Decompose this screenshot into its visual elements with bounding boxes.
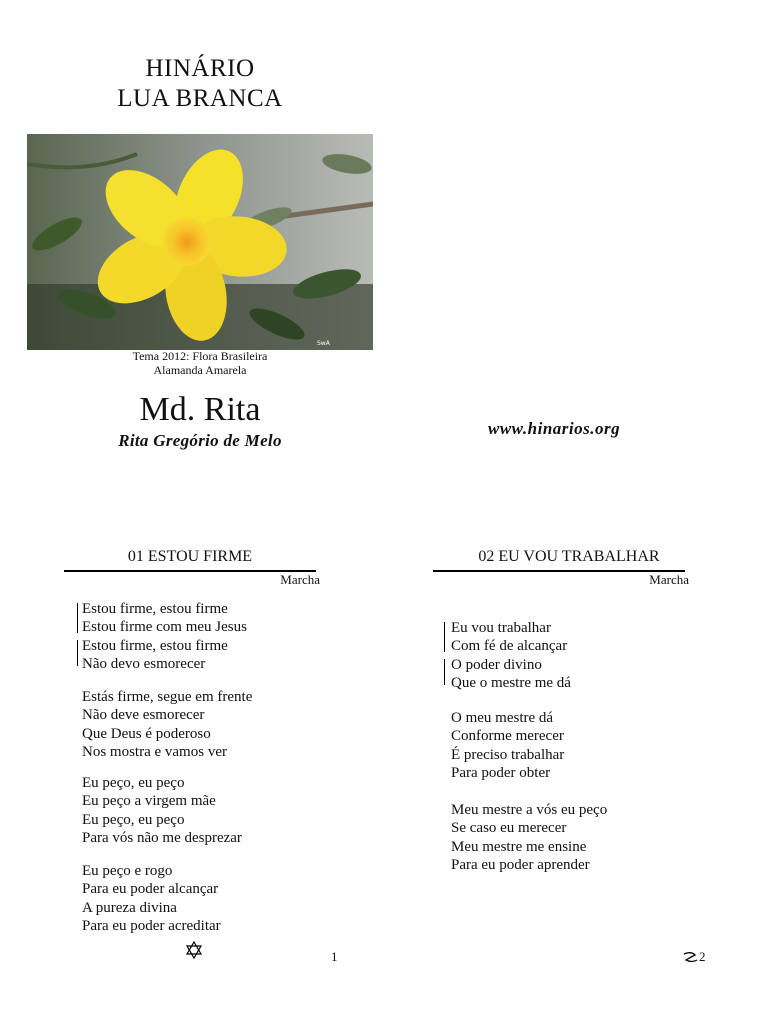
verse-line: Para poder obter <box>451 764 551 781</box>
verse-line: Para vós não me desprezar <box>82 829 242 846</box>
verse-line: Nos mostra e vamos ver <box>82 743 227 760</box>
author-full-name: Rita Gregório de Melo <box>118 431 282 450</box>
verse-line: O meu mestre dá <box>451 710 554 726</box>
verse-line: O poder divino <box>451 656 542 673</box>
photo-caption-line2: Alamanda Amarela <box>153 363 247 377</box>
hymn-2-stanza-3 <box>451 801 607 874</box>
verse-line: A pureza divina <box>82 899 177 916</box>
verse-line: Meu mestre a vós eu peço <box>451 802 608 818</box>
hymn-1-title: 01 ESTOU FIRME <box>127 548 253 565</box>
verse-line: Eu peço, eu peço <box>82 775 185 791</box>
verse-line: Não devo esmorecer <box>82 655 206 672</box>
verse-line: Para eu poder acreditar <box>82 917 221 934</box>
verse-line: É preciso trabalhar <box>451 746 565 763</box>
verse-line: Conforme merecer <box>451 728 564 745</box>
verse-line: Estás firme, segue em frente <box>82 689 253 705</box>
hymn-1-stanza-2 <box>82 688 252 761</box>
hymn-2-stanza-2 <box>451 709 564 782</box>
hymn-2-title: 02 EU VOU TRABALHAR <box>478 548 660 565</box>
verse-line: Estou firme, estou firme <box>82 637 228 654</box>
verse-line: Que Deus é poderoso <box>82 725 211 742</box>
repeat-bracket <box>444 622 445 652</box>
page-number-2: 2 <box>699 949 706 964</box>
verse-line: Eu vou trabalhar <box>451 620 551 636</box>
author-short-name: Md. Rita <box>139 391 261 428</box>
verse-line: Eu peço, eu peço <box>82 811 185 828</box>
verse-line: Meu mestre me ensine <box>451 838 587 855</box>
repeat-bracket <box>77 603 78 633</box>
star-of-david-icon <box>185 941 203 964</box>
hymn-2-style: Marcha <box>649 572 689 587</box>
verse-line: Se caso eu merecer <box>451 820 567 837</box>
hymnal-title-line1: HINÁRIO <box>145 55 255 82</box>
hymn-1-stanza-1 <box>82 600 247 673</box>
repeat-bracket <box>444 659 445 685</box>
verse-line: Com fé de alcançar <box>451 638 568 655</box>
photo-caption-line1: Tema 2012: Flora Brasileira <box>132 349 268 363</box>
verse-line: Não deve esmorecer <box>82 707 205 724</box>
photo-watermark: SwA <box>317 340 330 347</box>
page-number-1: 1 <box>331 949 338 964</box>
swirl-icon <box>683 950 699 968</box>
hymn-1-stanza-3 <box>82 774 242 847</box>
verse-line: Para eu poder alcançar <box>82 881 219 898</box>
verse-line: Que o mestre me dá <box>451 674 571 691</box>
hymn-1-stanza-4 <box>82 862 221 935</box>
verse-line: Eu peço e rogo <box>82 863 173 879</box>
verse-line: Estou firme, estou firme <box>82 601 228 617</box>
verse-line: Eu peço a virgem mãe <box>82 793 216 810</box>
hymn-1-style: Marcha <box>280 572 320 587</box>
repeat-bracket <box>77 640 78 666</box>
hymnal-title-line2: LUA BRANCA <box>117 85 283 112</box>
verse-line: Estou firme com meu Jesus <box>82 619 247 636</box>
flower-photo <box>27 134 373 350</box>
website-link[interactable]: www.hinarios.org <box>488 419 621 438</box>
verse-line: Para eu poder aprender <box>451 856 590 873</box>
hymn-2-stanza-1 <box>451 619 571 692</box>
